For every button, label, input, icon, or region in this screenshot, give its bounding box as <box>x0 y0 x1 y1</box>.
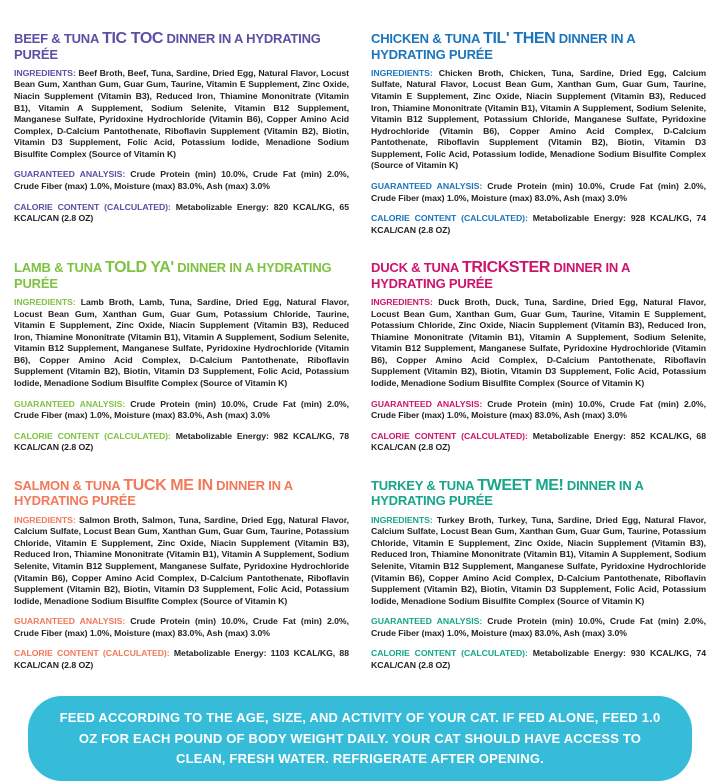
guaranteed-analysis-value: Crude Protein (min) 10.0%, Crude Fat (min) 2.0%, Crude Fiber (max) 1.0%, Moisture (max) 83.0%, Ash (max) 3.0% <box>371 180 706 203</box>
flavor-name: LAMB & TUNA <box>14 260 102 276</box>
guaranteed-analysis-label: GUARANTEED ANALYSIS: <box>371 616 483 627</box>
flavor-name: SALMON & TUNA <box>14 477 120 493</box>
flavor-name: TURKEY & TUNA <box>371 477 474 493</box>
feeding-instructions-banner: FEED ACCORDING TO THE AGE, SIZE, AND ACTIVITY OF YOUR CAT. IF FED ALONE, FEED 1.0 OZ FOR EACH POUND OF BODY WEIGHT DAILY. YOUR CAT SHOULD HAVE ACCESS TO CLEAN, FRESH WATER. REFRIGERATE AFTER OPENING. <box>28 696 692 780</box>
title-suffix: DINNER IN A HYDRATING PURÉE <box>14 477 293 509</box>
guaranteed-analysis-value: Crude Protein (min) 10.0%, Crude Fat (min) 2.0%, Crude Fiber (max) 1.0%, Moisture (max) 83.0%, Ash (max) 3.0% <box>371 616 706 638</box>
ingredients-value: Turkey Broth, Turkey, Tuna, Sardine, Dried Egg, Natural Flavor, Calcium Sulfate, Locust Bean Gum, Xanthan Gum, Guar Gum, Taurine, Potassium Chloride, Vitamin E Supplement, Zinc Oxide, Niacin Supplement (Vitamin B3), Reduced Iron, Thiamine Mononitrate (Vitamin B1), Vitamin A Supplement, Sodium Selenite, Vitamin B12 Supplement, Manganese Sulfate, Pyridoxine Hydrochloride (Vitamin B6), Copper Amino Acid Complex, D-Calcium Pantothenate, Riboflavin Supplement (Vitamin B2), Biotin, Vitamin D3 Supplement, Folic Acid, Potassium Iodide, Menadione Sodium Bisulfite Complex (Source of Vitamin K) <box>371 514 707 606</box>
guaranteed-analysis-text <box>14 399 349 422</box>
calorie-content-value: Metabolizable Energy: 820 KCAL/KG, 65 KCAL/CAN (2.8 OZ) <box>14 201 349 224</box>
flavor-name: CHICKEN & TUNA <box>371 31 480 46</box>
product-name: TRICKSTER <box>462 259 550 277</box>
ingredients-value: Lamb Broth, Lamb, Tuna, Sardine, Dried Egg, Natural Flavor, Locust Bean Gum, Xanthan Gum, Guar Gum, Potassium Chloride, Taurine, Vitamin E Supplement, Zinc Oxide, Niacin Supplement (Vitamin B3), Reduced Iron, Thiamine Mononitrate (Vitamin B1), Vitamin A Supplement, Sodium Selenite, Vitamin B12 Supplement, Manganese Sulfate, Pyridoxine Hydrochloride (Vitamin B6), Copper Amino Acid Complex, D-Calcium Pantothenate, Riboflavin Supplement (Vitamin B2), Biotin, Vitamin D3 Supplement, Folic Acid, Potassium Iodide, Menadione Sodium Bisulfite Complex (Source of Vitamin K) <box>14 297 349 389</box>
ingredients-value: Duck Broth, Duck, Tuna, Sardine, Dried Egg, Natural Flavor, Locust Bean Gum, Xanthan Gum, Guar Gum, Taurine, Vitamin E Supplement, Potassium Chloride, Zinc Oxide, Niacin Supplement (Vitamin B3), Reduced Iron, Thiamine Mononitrate (Vitamin B1), Vitamin A Supplement, Sodium Selenite, Vitamin B12 Supplement, Manganese Sulfate, Pyridoxine Hydrochloride (Vitamin B6), Copper Amino Acid Complex, D-Calcium Pantothenate, Riboflavin Supplement (Vitamin B2), Biotin, Vitamin D3 Supplement, Folic Acid, Potassium Iodide, Menadione Sodium Bisulfite Complex (Source of Vitamin K) <box>371 297 706 389</box>
ingredients-value: Beef Broth, Beef, Tuna, Sardine, Dried Egg, Natural Flavor, Locust Bean Gum, Xanthan Gum, Guar Gum, Taurine, Vitamin E Supplement, Zinc Oxide, Niacin Supplement (Vitamin B3), Reduced Iron, Thiamine Mononitrate (Vitamin B1), Vitamin A Supplement, Sodium Selenite, Vitamin B12 Supplement, Manganese Sulfate, Pyridoxine Hydrochloride (Vitamin B6), Copper Amino Acid Complex, D-Calcium Pantothenate, Riboflavin Supplement (Vitamin B2), Biotin, Vitamin D3 Supplement, Folic Acid, Potassium Iodide, Menadione Sodium Bisulfite Complex (Source of Vitamin K) <box>14 67 349 159</box>
ingredients-label: INGREDIENTS: <box>371 514 433 525</box>
calorie-content-value: Metabolizable Energy: 928 KCAL/KG, 74 KCAL/CAN (2.8 OZ) <box>371 213 706 235</box>
flavor-name: DUCK & TUNA <box>371 260 459 276</box>
ingredients-text <box>371 68 706 172</box>
guaranteed-analysis-value: Crude Protein (min) 10.0%, Crude Fat (min) 2.0%, Crude Fiber (max) 1.0%, Moisture (max) 83.0%, Ash (max) 3.0% <box>14 616 349 638</box>
product-name: TWEET ME! <box>477 476 564 494</box>
calorie-content-value: Metabolizable Energy: 930 KCAL/KG, 74 KCAL/CAN (2.8 OZ) <box>371 648 706 670</box>
panel-title <box>14 30 349 62</box>
guaranteed-analysis-value: Crude Protein (min) 10.0%, Crude Fat (min) 2.0%, Crude Fiber (max) 1.0%, Moisture (max) 83.0%, Ash (max) 3.0% <box>14 169 349 191</box>
guaranteed-analysis-text <box>371 616 706 639</box>
title-suffix: DINNER IN A HYDRATING PURÉE <box>371 260 630 291</box>
panel-title <box>14 477 349 509</box>
calorie-content-text <box>14 431 349 454</box>
product-name: TIL' THEN <box>483 30 556 47</box>
product-name: TIC TOC <box>102 30 164 47</box>
panel-title <box>371 477 706 509</box>
ingredients-label: INGREDIENTS: <box>14 67 76 78</box>
calorie-content-text <box>371 431 706 454</box>
title-suffix: DINNER IN A HYDRATING PURÉE <box>371 477 644 509</box>
calorie-content-text <box>14 648 349 671</box>
calorie-content-value: Metabolizable Energy: 982 KCAL/KG, 78 KCAL/CAN (2.8 OZ) <box>14 430 349 453</box>
title-suffix: DINNER IN A HYDRATING PURÉE <box>14 260 332 291</box>
calorie-content-label: CALORIE CONTENT (CALCULATED): <box>371 213 528 224</box>
ingredients-value: Chicken Broth, Chicken, Tuna, Sardine, Dried Egg, Calcium Sulfate, Natural Flavor, Locust Bean Gum, Xanthan Gum, Guar Gum, Taurine, Vitamin E Supplement, Zinc Oxide, Niacin Supplement (Vitamin B3), Reduced Iron, Thiamine Mononitrate (Vitamin B1), Vitamin A Supplement, Sodium Selenite, Vitamin B12 Supplement, Potassium Chloride, Manganese Sulfate, Pyridoxine Hydrochloride (Vitamin B6), Copper Amino Acid Complex, D-Calcium Pantothenate, Riboflavin Supplement (Vitamin B2), Biotin, Vitamin D3 Supplement, Folic Acid, Potassium Iodide, Menadione Sodium Bisulfite Complex (Source of Vitamin K) <box>371 67 706 171</box>
guaranteed-analysis-text <box>14 616 349 639</box>
guaranteed-analysis-label: GUARANTEED ANALYSIS: <box>14 616 126 627</box>
guaranteed-analysis-label: GUARANTEED ANALYSIS: <box>371 398 483 409</box>
guaranteed-analysis-text <box>371 181 706 204</box>
guaranteed-analysis-label: GUARANTEED ANALYSIS: <box>14 398 126 409</box>
title-suffix: DINNER IN A HYDRATING PURÉE <box>371 31 636 62</box>
panel-trickster <box>371 259 706 463</box>
flavor-name: BEEF & TUNA <box>14 31 99 46</box>
panel-title <box>371 30 706 62</box>
ingredients-text <box>14 68 349 161</box>
ingredients-label: INGREDIENTS: <box>14 514 76 525</box>
product-name: TOLD YA' <box>105 259 174 277</box>
panel-tuck-me-in <box>14 477 349 681</box>
ingredients-value: Salmon Broth, Salmon, Tuna, Sardine, Dried Egg, Natural Flavor, Calcium Sulfate, Locust Bean Gum, Xanthan Gum, Guar Gum, Taurine, Potassium Chloride, Vitamin E Supplement, Zinc Oxide, Niacin Supplement (Vitamin B3), Reduced Iron, Thiamine Mononitrate (Vitamin B1), Vitamin A Supplement, Sodium Selenite, Vitamin B12 Supplement, Manganese Sulfate, Pyridoxine Hydrochloride (Vitamin B6), Copper Amino Acid Complex, D-Calcium Pantothenate, Riboflavin Supplement (Vitamin B2), Biotin, Vitamin D3 Supplement, Folic Acid, Potassium Iodide, Menadione Sodium Bisulfite Complex (Source of Vitamin K) <box>14 514 349 606</box>
panel-told-ya <box>14 259 349 463</box>
ingredients-text <box>371 297 706 390</box>
ingredients-label: INGREDIENTS: <box>14 297 76 308</box>
calorie-content-text <box>371 213 706 236</box>
calorie-content-label: CALORIE CONTENT (CALCULATED): <box>371 648 528 659</box>
panel-tweet-me <box>371 477 706 681</box>
ingredients-text <box>371 515 706 608</box>
calorie-content-text <box>371 648 706 671</box>
calorie-content-value: Metabolizable Energy: 852 KCAL/KG, 68 KCAL/CAN (2.8 OZ) <box>371 430 706 453</box>
panel-title <box>371 259 706 291</box>
panel-til-then <box>371 30 706 245</box>
panel-title <box>14 259 349 291</box>
guaranteed-analysis-label: GUARANTEED ANALYSIS: <box>371 180 483 191</box>
ingredients-label: INGREDIENTS: <box>371 67 433 78</box>
calorie-content-value: Metabolizable Energy: 1103 KCAL/KG, 88 KCAL/CAN (2.8 OZ) <box>14 648 349 670</box>
product-name: TUCK ME IN <box>123 476 213 494</box>
guaranteed-analysis-text <box>371 399 706 422</box>
calorie-content-label: CALORIE CONTENT (CALCULATED): <box>14 201 171 212</box>
calorie-content-label: CALORIE CONTENT (CALCULATED): <box>14 430 171 441</box>
ingredients-text <box>14 515 349 608</box>
guaranteed-analysis-label: GUARANTEED ANALYSIS: <box>14 169 126 180</box>
calorie-content-text <box>14 202 349 225</box>
guaranteed-analysis-value: Crude Protein (min) 10.0%, Crude Fat (min) 2.0%, Crude Fiber (max) 1.0%, Moisture (max) 83.0%, Ash (max) 3.0% <box>14 398 349 421</box>
calorie-content-label: CALORIE CONTENT (CALCULATED): <box>371 430 528 441</box>
calorie-content-label: CALORIE CONTENT (CALCULATED): <box>14 648 170 659</box>
ingredients-text <box>14 297 349 390</box>
guaranteed-analysis-text <box>14 169 349 192</box>
panel-tic-toc <box>14 30 349 245</box>
guaranteed-analysis-value: Crude Protein (min) 10.0%, Crude Fat (min) 2.0%, Crude Fiber (max) 1.0%, Moisture (max) 83.0%, Ash (max) 3.0% <box>371 398 706 421</box>
title-suffix: DINNER IN A HYDRATING PURÉE <box>14 31 321 62</box>
ingredients-label: INGREDIENTS: <box>371 297 433 308</box>
